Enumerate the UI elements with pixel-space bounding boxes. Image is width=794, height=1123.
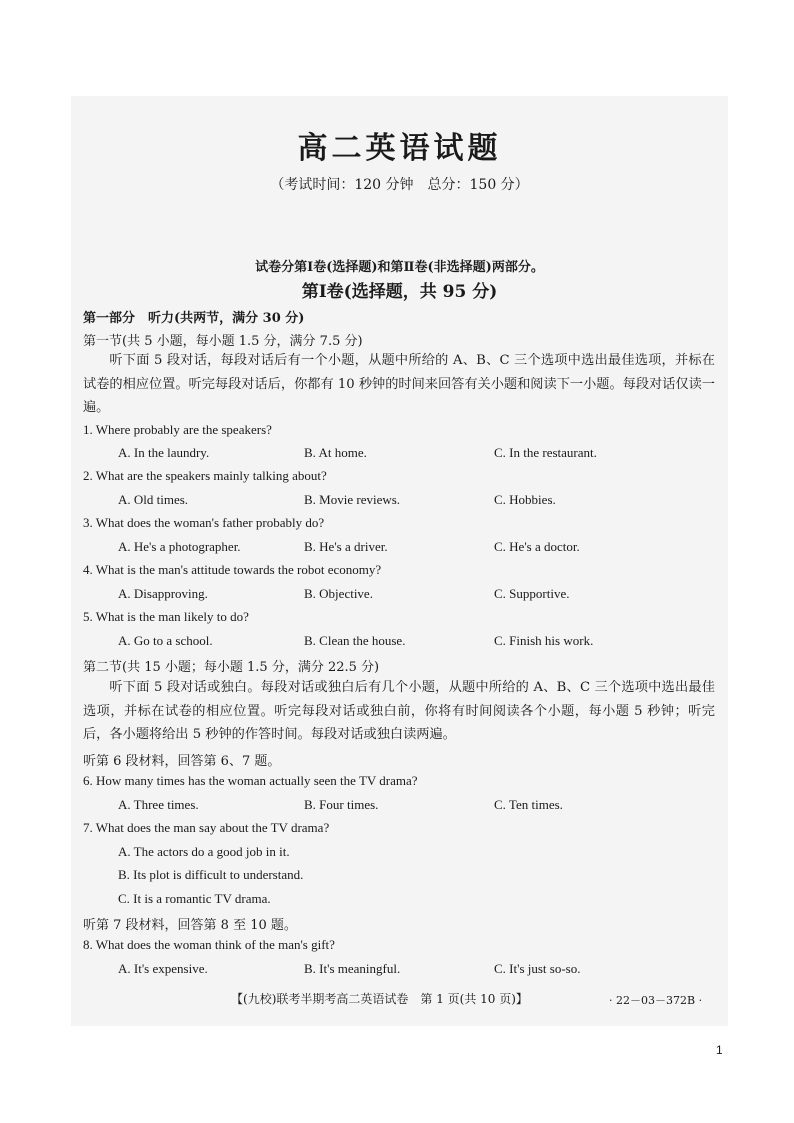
listen-instruction: 听第 6 段材料，回答第 6、7 题。 bbox=[83, 754, 281, 769]
question-text: 5. What is the man likely to do? bbox=[83, 609, 249, 624]
option-c: C. Supportive. bbox=[494, 586, 570, 601]
option-c: C. In the restaurant. bbox=[494, 445, 597, 460]
question-text: 6. How many times has the woman actually seen the TV drama? bbox=[83, 773, 418, 788]
option-a: A. He's a photographer. bbox=[118, 539, 241, 554]
page-number: 1 bbox=[716, 1043, 723, 1057]
listen-instruction: 听第 7 段材料，回答第 8 至 10 题。 bbox=[83, 918, 297, 933]
exam-page bbox=[71, 96, 728, 1026]
option-c: C. Hobbies. bbox=[494, 492, 556, 507]
option-a: A. Disapproving. bbox=[118, 586, 208, 601]
option-a: A. Three times. bbox=[118, 797, 199, 812]
option-b: B. Movie reviews. bbox=[304, 492, 401, 507]
question-text: 8. What does the woman think of the man's gift? bbox=[83, 937, 335, 952]
footer-code: · 22－03－372B · bbox=[609, 994, 703, 1007]
option-c: C. It's just so-so. bbox=[494, 961, 581, 976]
option-a: A. In the laundry. bbox=[118, 445, 210, 460]
option-c: C. It is a romantic TV drama. bbox=[118, 891, 271, 906]
option-b: B. Clean the house. bbox=[304, 633, 406, 648]
section2-heading: 第二节(共 15 小题；每小题 1.5 分，满分 22.5 分) bbox=[83, 660, 380, 675]
section1-heading: 第一节(共 5 小题，每小题 1.5 分，满分 7.5 分) bbox=[83, 334, 363, 349]
volume-heading: 第Ⅰ卷(选择题，共 95 分) bbox=[301, 282, 498, 302]
option-b: B. He's a driver. bbox=[304, 539, 388, 554]
option-a: A. Go to a school. bbox=[118, 633, 213, 648]
question-text: 2. What are the speakers mainly talking about? bbox=[83, 468, 327, 483]
exam-title: 高二英语试题 bbox=[297, 131, 502, 166]
section2-instructions: 听下面 5 段对话或独白。每段对话或独白后有几个小题，从题中所给的 A、B、C 三个选项中选出最佳选项，并标在试卷的相应位置。听完每段对话或独白前，你将有时间阅读各个小题，每小题 5 秒钟；听完后，各小题将给出 5 秒钟的作答时间。每段对话或独白读两遍。 bbox=[83, 680, 715, 742]
question-text: 1. Where probably are the speakers? bbox=[83, 422, 272, 437]
option-a: A. Old times. bbox=[118, 492, 189, 507]
option-b: B. It's meaningful. bbox=[304, 961, 401, 976]
page-footer: 【(九校)联考半期考高二英语试卷 第 1 页(共 10 页)】 bbox=[231, 992, 528, 1006]
part-heading: 第一部分 听力(共两节，满分 30 分) bbox=[83, 311, 305, 326]
option-b: B. Objective. bbox=[304, 586, 373, 601]
section1-instructions: 听下面 5 段对话，每段对话后有一个小题，从题中所给的 A、B、C 三个选项中选出最佳选项，并标在试卷的相应位置。听完每段对话后，你都有 10 秒钟的时间来回答有关小题和阅读下一小题。每段对话仅读一遍。 bbox=[83, 353, 715, 415]
question-text: 3. What does the woman's father probably do? bbox=[83, 515, 325, 530]
question-text: 4. What is the man's attitude towards the robot economy? bbox=[83, 562, 382, 577]
option-a: A. The actors do a good job in it. bbox=[118, 844, 290, 859]
option-c: C. Finish his work. bbox=[494, 633, 594, 648]
option-b: B. Its plot is difficult to understand. bbox=[118, 867, 304, 882]
option-c: C. Ten times. bbox=[494, 797, 563, 812]
question-text: 7. What does the man say about the TV drama? bbox=[83, 820, 330, 835]
option-b: B. At home. bbox=[304, 445, 367, 460]
option-a: A. It's expensive. bbox=[118, 961, 208, 976]
exam-intro: 试卷分第Ⅰ卷(选择题)和第Ⅱ卷(非选择题)两部分。 bbox=[255, 260, 544, 275]
exam-subtitle: （考试时间：120 分钟 总分：150 分） bbox=[270, 177, 529, 193]
option-c: C. He's a doctor. bbox=[494, 539, 580, 554]
option-b: B. Four times. bbox=[304, 797, 379, 812]
